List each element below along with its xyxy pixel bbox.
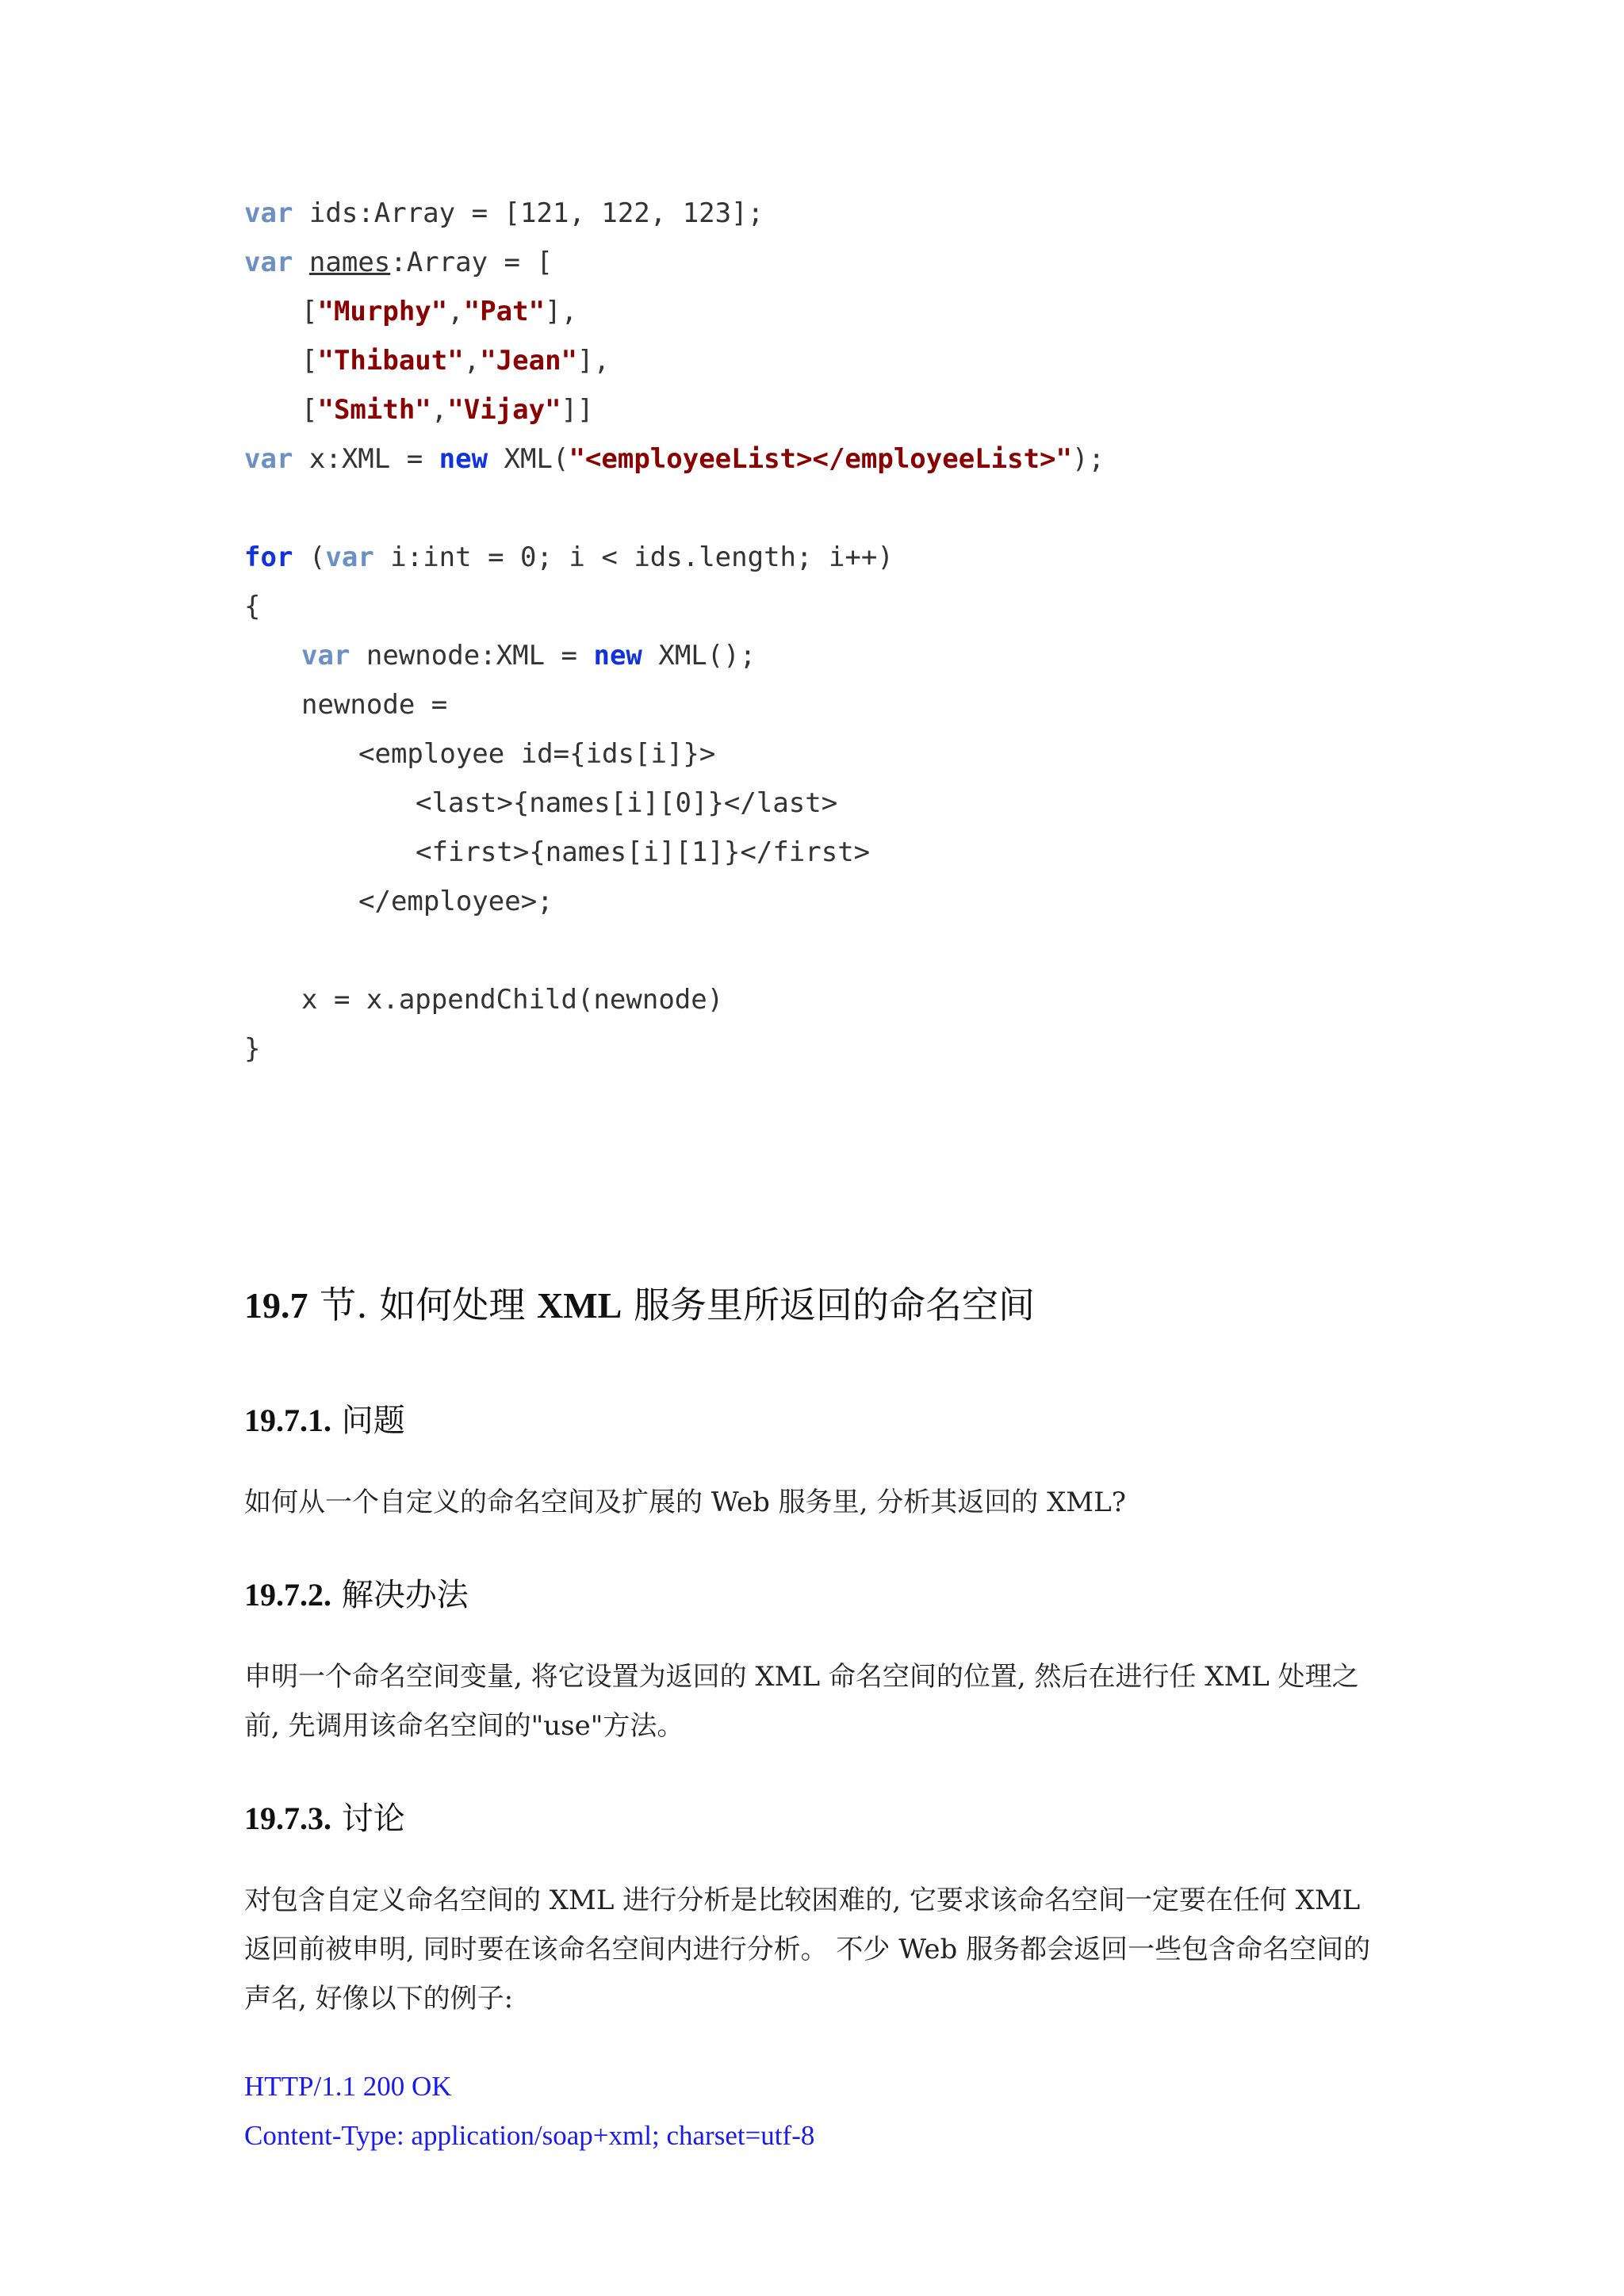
code-string: "Pat" (463, 296, 546, 327)
subsection-heading-discussion (244, 1793, 405, 1839)
section-title-pre: 如何处理 (379, 1284, 537, 1326)
code-keyword: var (325, 541, 374, 573)
code-text: :Array = [ (390, 247, 553, 278)
code-text: ); (1072, 443, 1105, 475)
code-line: { (244, 591, 261, 622)
code-string: "Smith" (317, 394, 431, 426)
code-string: "Thibaut" (317, 345, 464, 377)
code-blank-line (244, 926, 1105, 975)
code-line (244, 533, 1105, 582)
subsection-title: 讨论 (331, 1800, 405, 1837)
code-identifier: names (308, 247, 391, 278)
code-block (244, 189, 1105, 1073)
code-string: "<employeeList></employeeList>" (569, 443, 1072, 475)
code-line (244, 287, 1105, 336)
code-keyword: var (244, 443, 293, 475)
code-text: i:int = 0; i < ids.length; i++) (373, 541, 894, 573)
code-line: <employee id={ids[i]}> (358, 738, 716, 770)
code-keyword-new: new (593, 640, 642, 672)
code-text: , (463, 345, 481, 377)
subsection-title: 问题 (331, 1402, 405, 1439)
code-line (244, 238, 1105, 287)
section-title-xml: XML (537, 1285, 622, 1326)
code-line: <last>{names[i][0]}</last> (416, 787, 838, 819)
code-string: "Jean" (480, 345, 578, 377)
code-text: newnode:XML = (350, 640, 594, 672)
code-keyword-new: new (439, 443, 488, 475)
code-line (244, 434, 1105, 484)
section-number: 19.7 (244, 1285, 308, 1326)
subsection-heading-problem (244, 1395, 405, 1441)
code-line (244, 385, 1105, 434)
subsection-number: 19.7.3. (244, 1800, 331, 1836)
subsection-number: 19.7.2. (244, 1577, 331, 1613)
code-keyword: var (244, 197, 293, 229)
code-text: ( (293, 541, 326, 573)
code-line (244, 189, 1105, 238)
code-text: ids:Array = [121, 122, 123]; (293, 197, 764, 229)
code-text: ], (545, 296, 578, 327)
code-string: "Vijay" (447, 394, 561, 426)
code-text: ]] (561, 394, 594, 426)
code-line (244, 336, 1105, 385)
code-text: XML( (488, 443, 569, 475)
section-jie: 节. (308, 1284, 380, 1326)
code-line (244, 631, 1105, 680)
paragraph-discussion: 对包含自定义命名空间的 XML 进行分析是比较困难的, 它要求该命名空间一定要在任何 XML 返回前被申明, 同时要在该命名空间内进行分析。 不少 Web 服务都会返回一些包含命名空间的声名, 好像以下的例子: (244, 1885, 1371, 2015)
code-text: ], (577, 345, 610, 377)
code-string: "Murphy" (317, 296, 448, 327)
http-status-line: HTTP/1.1 200 OK (244, 2071, 452, 2102)
code-text: [ (301, 345, 318, 377)
code-keyword: var (244, 247, 293, 278)
code-text: [ (301, 296, 318, 327)
http-content-type-line: Content-Type: application/soap+xml; charset=utf-8 (244, 2120, 815, 2151)
code-text: x:XML = (293, 443, 439, 475)
subsection-heading-solution (244, 1570, 469, 1615)
code-blank-line (244, 484, 1105, 533)
code-text: [ (301, 394, 318, 426)
code-text: , (431, 394, 448, 426)
paragraph-solution: 申明一个命名空间变量, 将它设置为返回的 XML 命名空间的位置, 然后在进行任 XML 处理之前, 先调用该命名空间的"use"方法。 (244, 1661, 1359, 1742)
subsection-title: 解决办法 (331, 1577, 469, 1613)
paragraph-problem: 如何从一个自定义的命名空间及扩展的 Web 服务里, 分析其返回的 XML? (244, 1487, 1126, 1518)
code-text: , (447, 296, 464, 327)
section-heading (244, 1276, 1035, 1329)
section-title-post: 服务里所返回的命名空间 (622, 1284, 1035, 1326)
code-keyword-for: for (244, 541, 293, 573)
code-line: newnode = (301, 689, 448, 721)
code-text: XML(); (642, 640, 756, 672)
code-keyword: var (301, 640, 350, 672)
code-line: } (244, 1033, 261, 1065)
code-line: <first>{names[i][1]}</first> (416, 836, 871, 868)
code-line: x = x.appendChild(newnode) (301, 984, 724, 1016)
code-line: </employee>; (358, 886, 553, 917)
subsection-number: 19.7.1. (244, 1402, 331, 1438)
